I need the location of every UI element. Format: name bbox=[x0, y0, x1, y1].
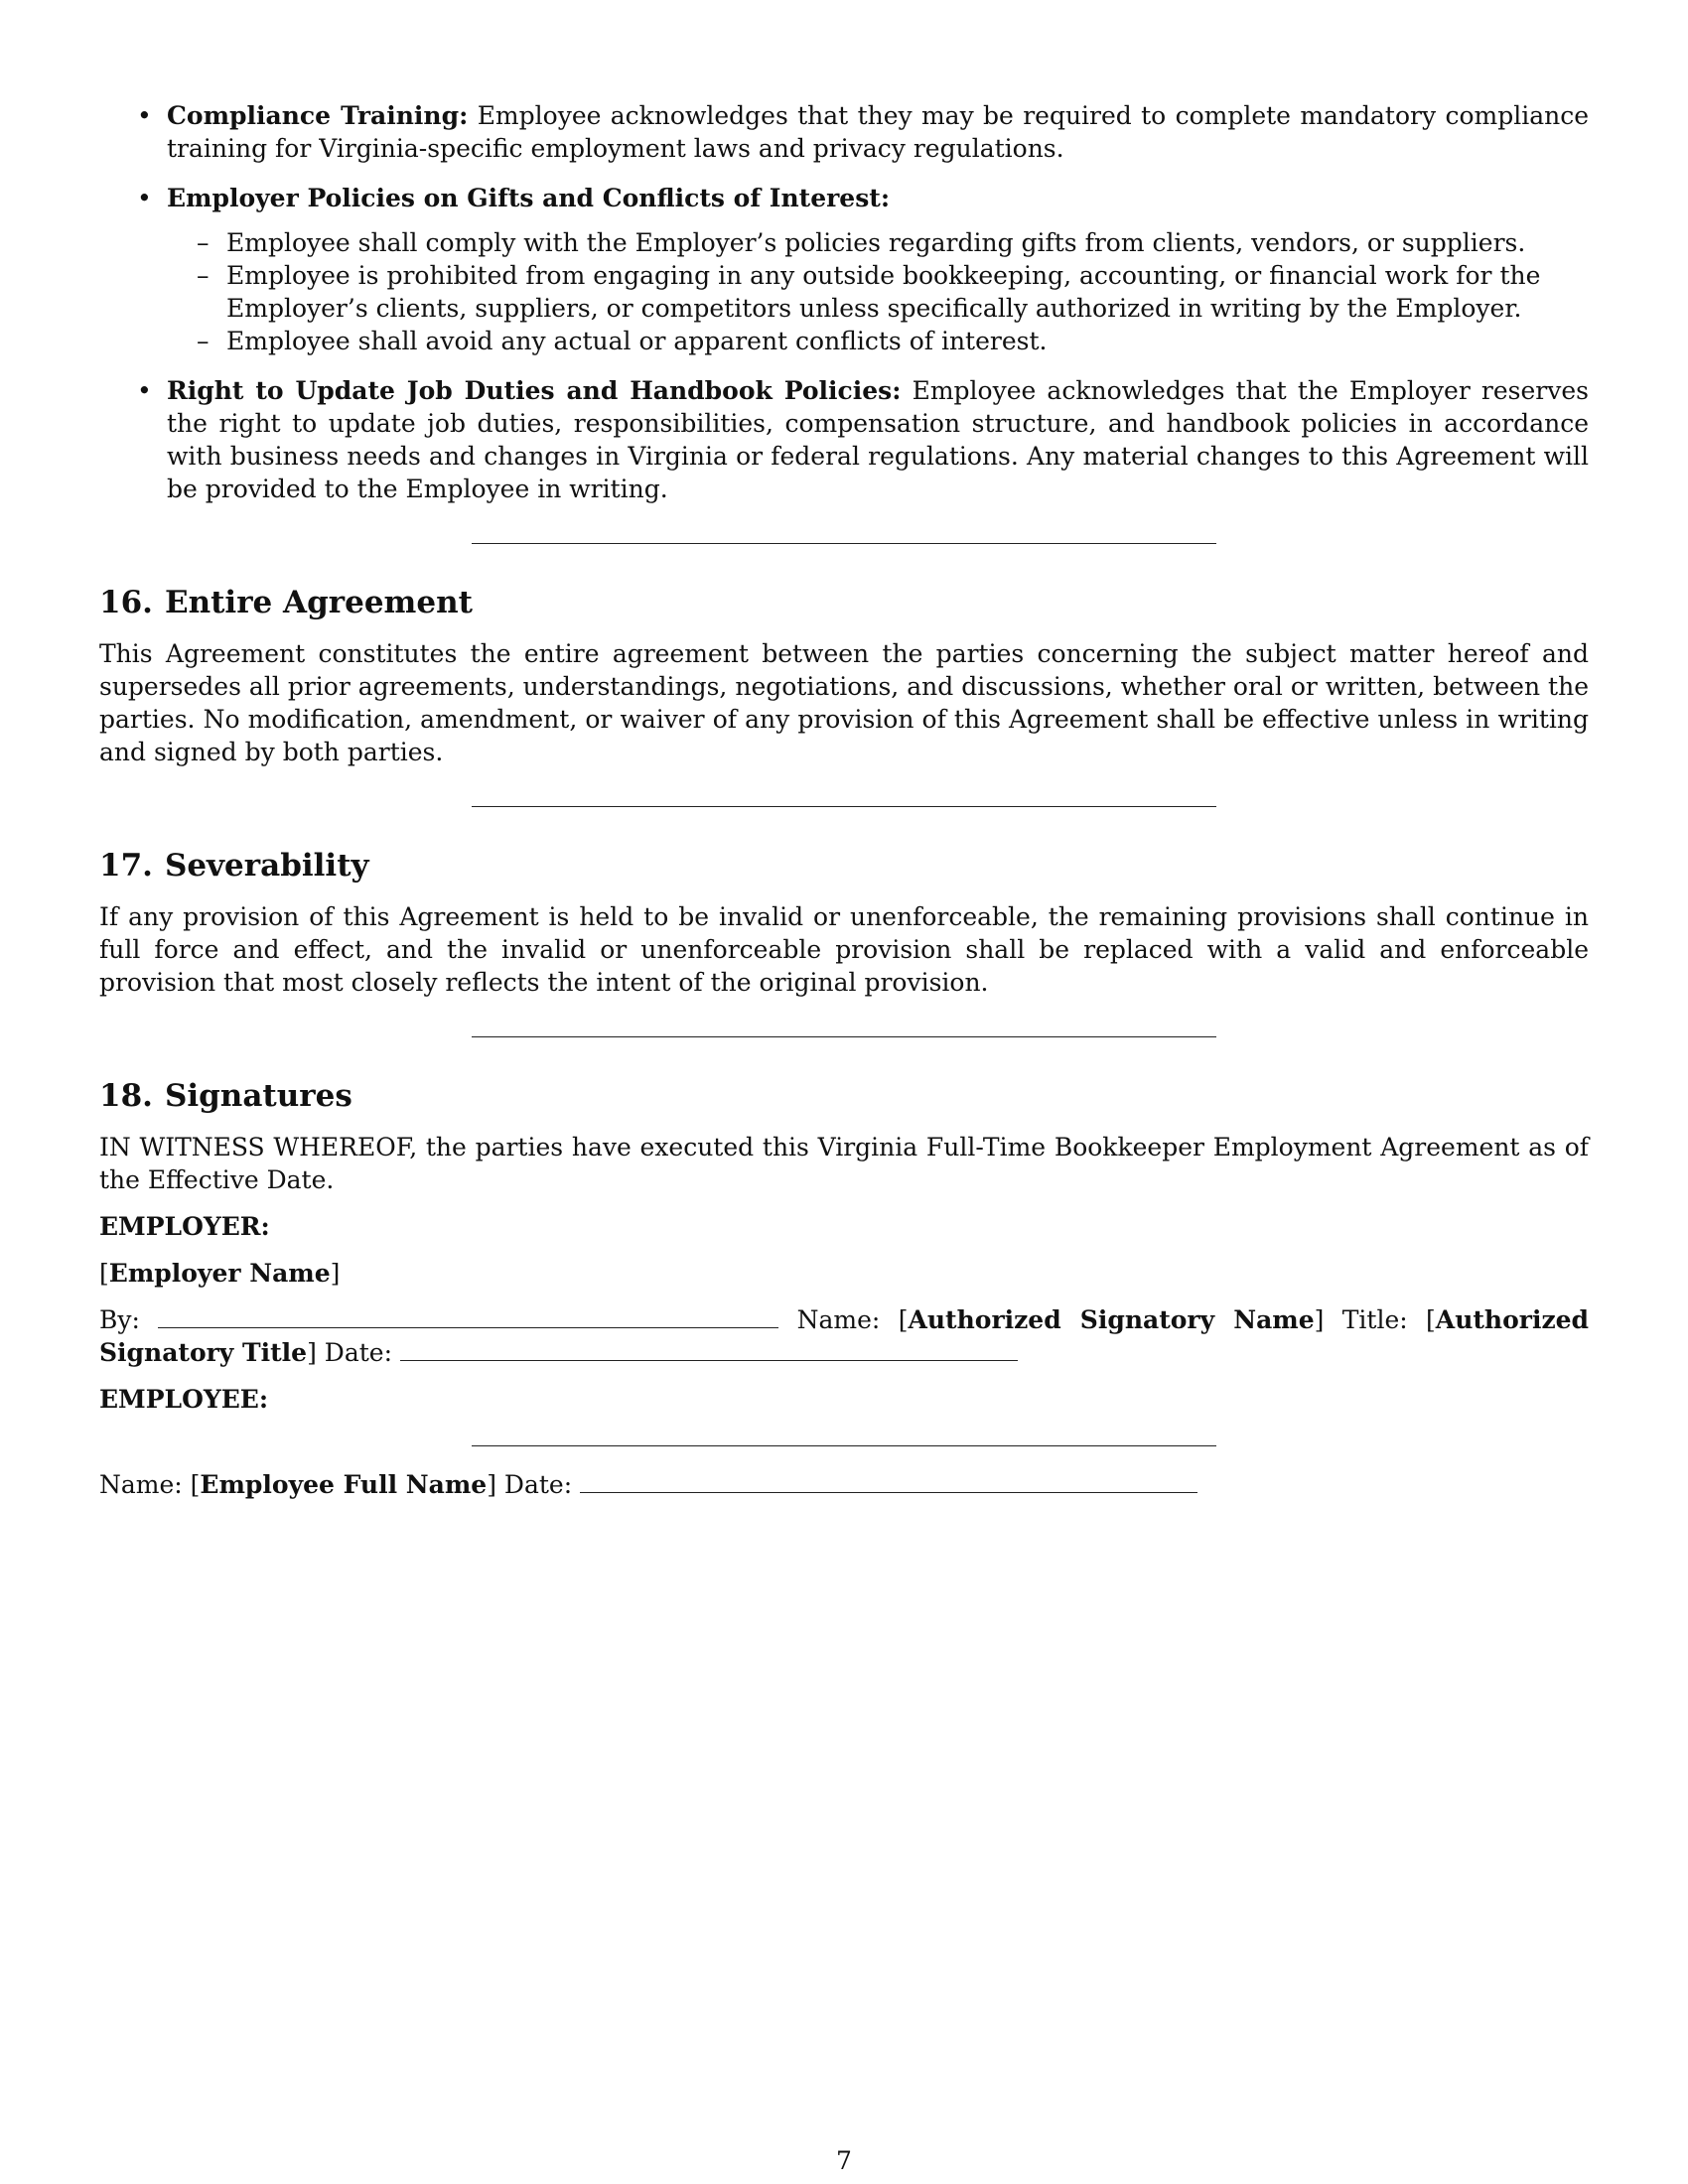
section-16-text: This Agreement constitutes the entire agreement between the parties concerning the subject matter hereof and supersedes all prior agreements, understandings, negotiations, and discussions, whether oral or written, between the parties. No modification, amendment, or waiver of any provision of this Agreement shall be effective unless in writing and signed by both parties. bbox=[99, 639, 1589, 766]
section-divider bbox=[472, 543, 1216, 544]
sublist-item: – Employee shall avoid any actual or apparent conflicts of interest. bbox=[167, 325, 1589, 357]
bullet-compliance-training bbox=[99, 99, 1589, 165]
employer-signature-line[interactable] bbox=[158, 1305, 778, 1328]
section-heading-17: 17. Severability bbox=[99, 848, 369, 884]
employee-date-line[interactable] bbox=[580, 1470, 1197, 1493]
section-divider bbox=[472, 806, 1216, 807]
employee-signature-line[interactable] bbox=[472, 1445, 1216, 1446]
employer-name: Employer Name bbox=[108, 1259, 331, 1288]
bullet-term: Employer Policies on Gifts and Conflicts of Interest: bbox=[167, 184, 891, 212]
employer-date-line[interactable] bbox=[400, 1338, 1018, 1361]
employee-name: Employee Full Name bbox=[200, 1470, 488, 1499]
bullet-term: Right to Update Job Duties and Handbook Policies: bbox=[167, 376, 902, 405]
employee-label: EMPLOYEE: bbox=[99, 1385, 269, 1414]
bullet-update-duties bbox=[99, 374, 1589, 505]
section-17-text: If any provision of this Agreement is held to be invalid or unenforceable, the remaining provisions shall continue in full force and effect, and the invalid or unenforceable provision shall be replaced with a valid and enforceable provision that most closely reflects the intent of the original provision. bbox=[99, 902, 1589, 997]
section-heading-16: 16. Entire Agreement bbox=[99, 585, 473, 620]
bullet-text: Employee acknowledges that they may be required to complete mandatory compliance training for Virginia-specific employment laws and privacy regulations. bbox=[167, 101, 1590, 163]
signatory-title: Authorized Signatory Title bbox=[99, 1305, 1590, 1367]
employee-signature-block: Name: [Employee Full Name] Date: bbox=[99, 1468, 1589, 1501]
page-number: 7 bbox=[836, 2146, 852, 2175]
section-heading-18: 18. Signatures bbox=[99, 1078, 352, 1114]
section-divider bbox=[472, 1036, 1216, 1037]
bullet-term: Compliance Training: bbox=[167, 101, 469, 130]
policy-bullet-list bbox=[99, 99, 1589, 505]
section-18-text: IN WITNESS WHEREOF, the parties have executed this Virginia Full-Time Bookkeeper Employment Agreement as of the Effective Date. bbox=[99, 1133, 1589, 1194]
gifts-sublist bbox=[167, 226, 1589, 357]
sublist-item: – Employee shall comply with the Employer’s policies regarding gifts from clients, vendors, or suppliers. bbox=[167, 226, 1589, 259]
employer-signature-block: By: Name: [Authorized Signatory Name] Title: [Authorized Signatory Title] Date: bbox=[99, 1305, 1590, 1367]
sublist-item: – Employee is prohibited from engaging in any outside bookkeeping, accounting, or financial work for the Employer’s clients, suppliers, or competitors unless specifically authorized in writing by the Employer. bbox=[167, 259, 1589, 325]
employer-name-line: [Employer Name] bbox=[99, 1259, 341, 1288]
bullet-gifts-conflicts bbox=[99, 182, 1589, 357]
employer-label: EMPLOYER: bbox=[99, 1212, 270, 1241]
bullet-text: Employee acknowledges that the Employer reserves the right to update job duties, responsibilities, compensation structure, and handbook policies in accordance with business needs and changes in Virginia or federal regulations. Any material changes to this Agreement will be provided to the Employee in writing. bbox=[167, 376, 1589, 503]
document-page bbox=[99, 99, 1589, 2134]
signatory-name: Authorized Signatory Name bbox=[908, 1305, 1315, 1334]
